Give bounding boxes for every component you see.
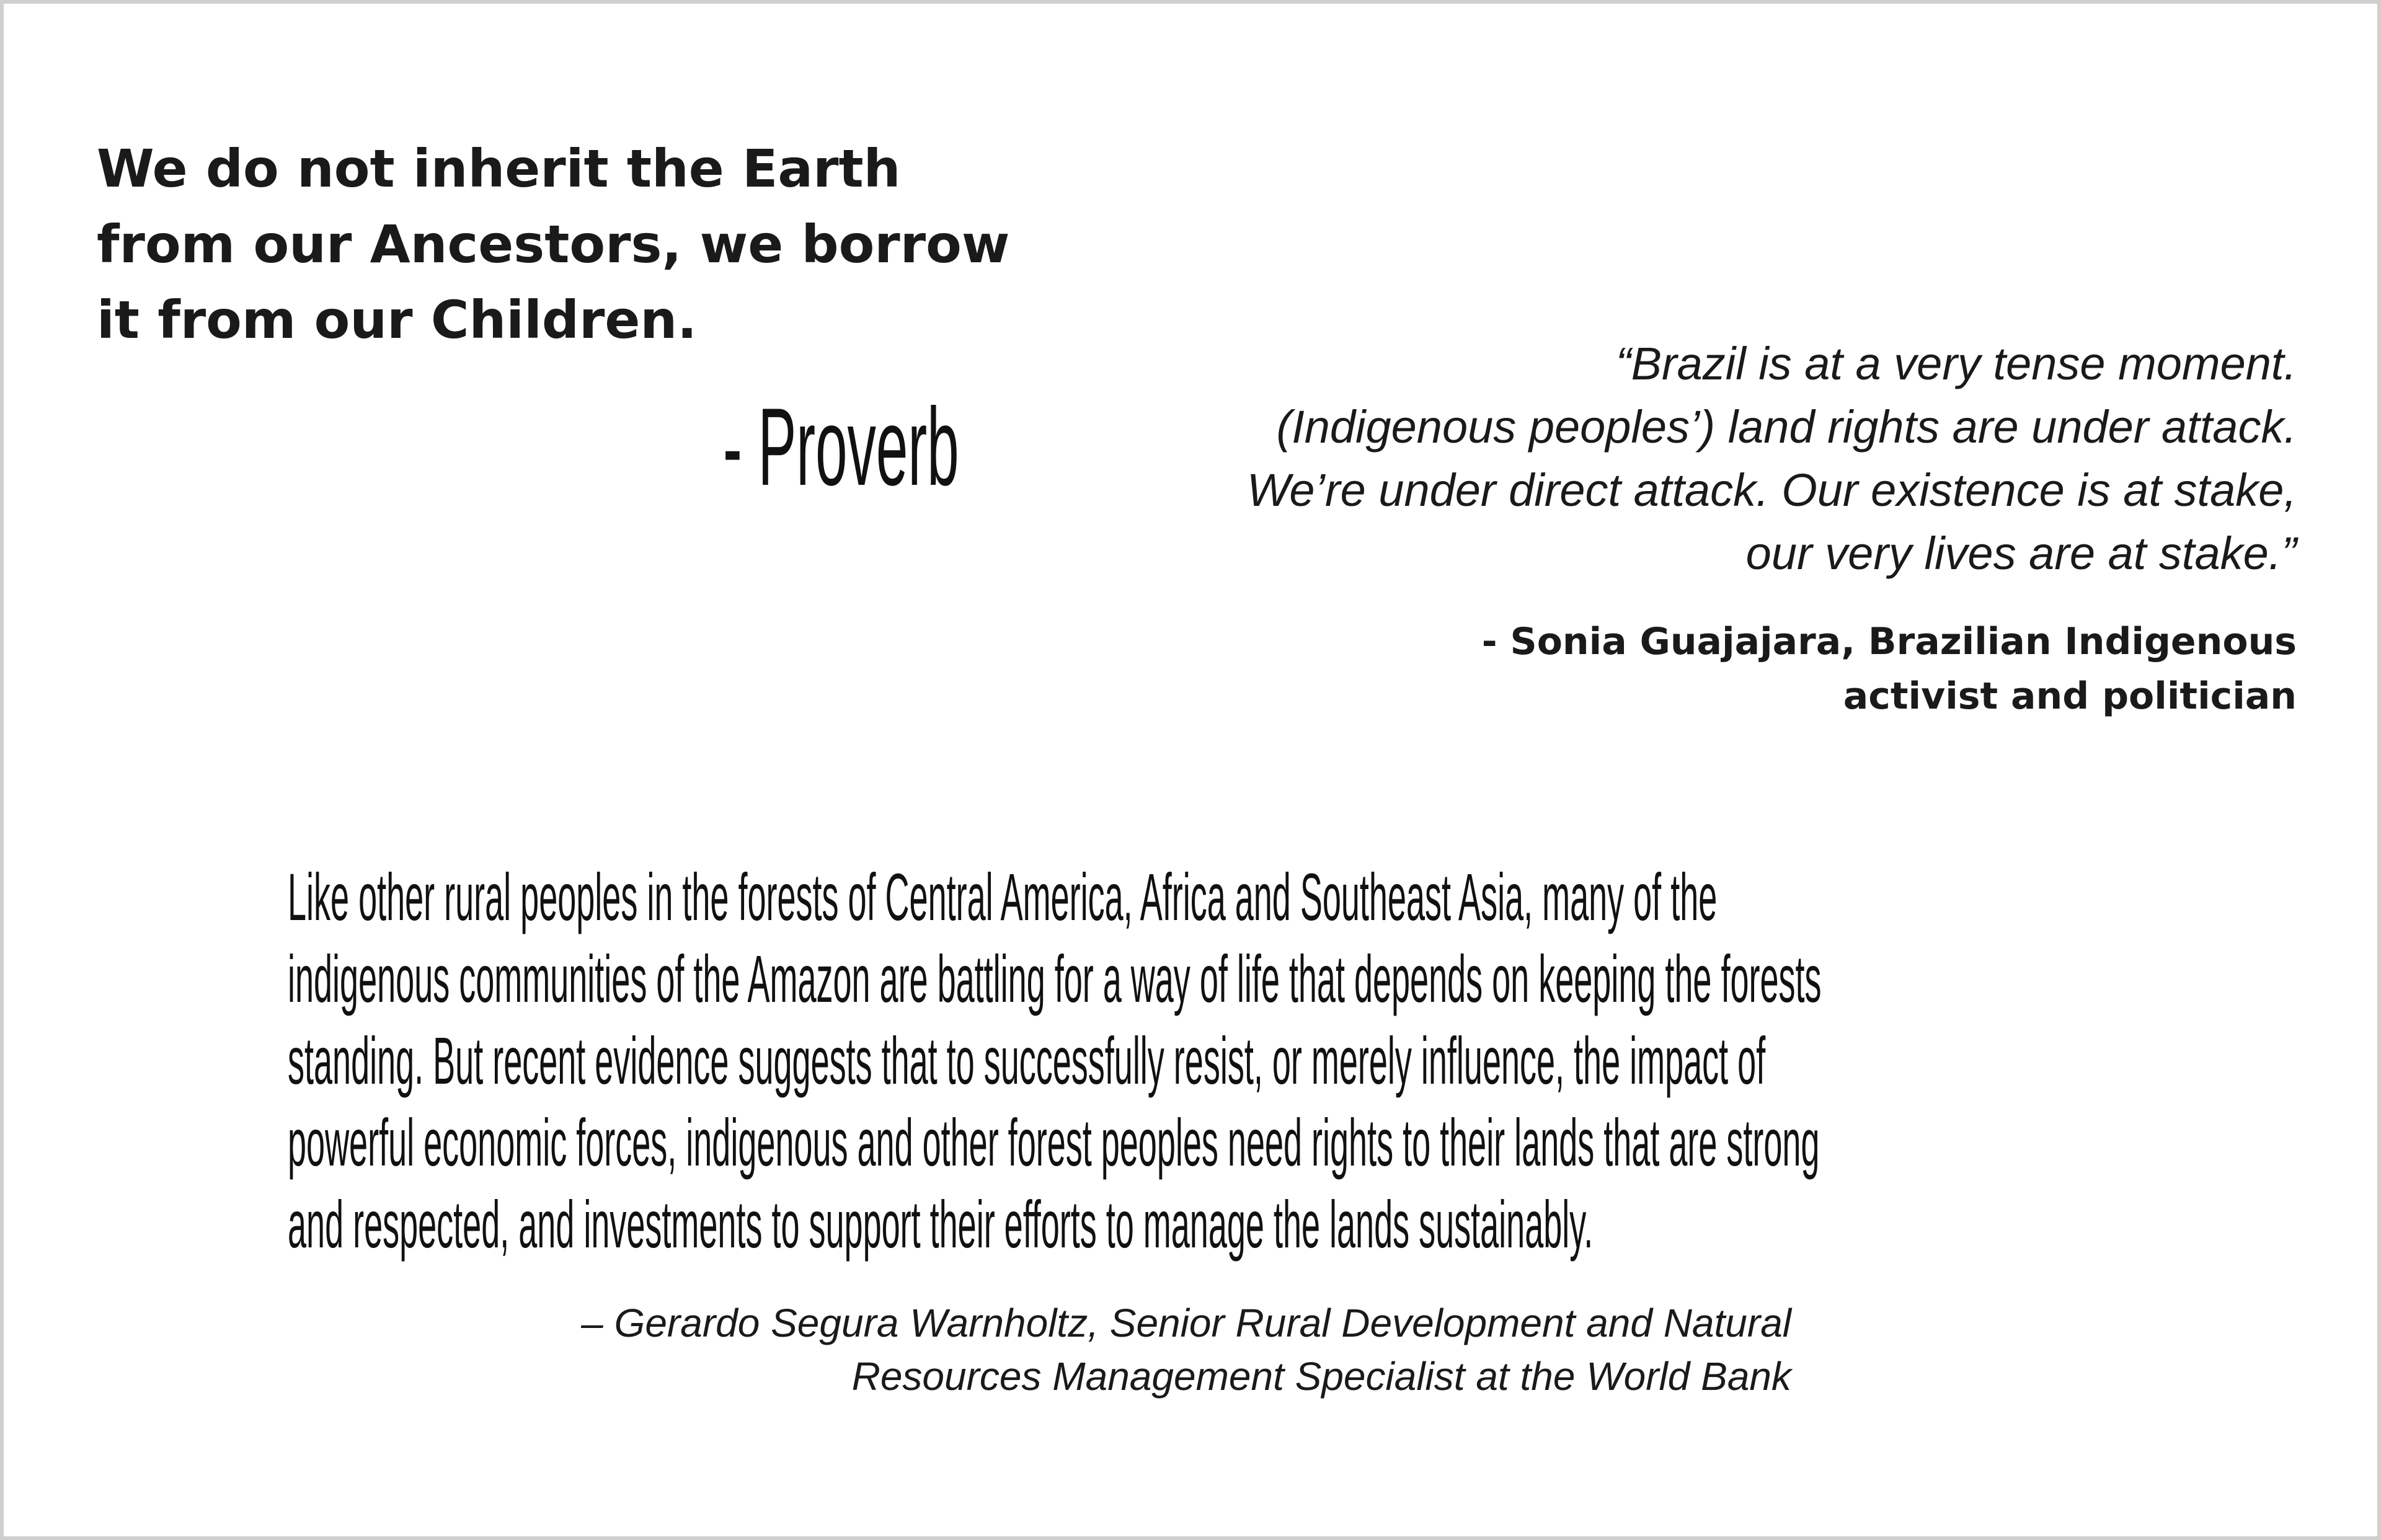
sonia-quote-line: We’re under direct attack. Our existence is at stake, [1246,464,2297,516]
proverb-attribution: - Proverb [723,385,959,508]
paragraph-line: and respected, and investments to support their efforts to manage the lands sustainably. [288,1187,1594,1262]
proverb-quote-line: We do not inherit the Earth [97,138,901,199]
proverb-quote [97,131,1027,358]
sonia-attribution-line: activist and politician [1843,675,2297,718]
world-bank-attribution-line: Resources Management Specialist at the World Bank [851,1354,1791,1399]
paragraph-line: powerful economic forces, indigenous and other forest peoples need rights to their lands that are strong [288,1105,1820,1180]
world-bank-attribution-line: – Gerardo Segura Warnholtz, Senior Rural Development and Natural [581,1301,1791,1345]
sonia-quote-line: “Brazil is at a very tense moment. [1615,338,2297,389]
paragraph-line: Like other rural peoples in the forests of Central America, Africa and Southeast Asia, many of the [288,859,1718,934]
sonia-quote [1057,332,2297,585]
proverb-quote-line: from our Ancestors, we borrow [97,214,1010,275]
world-bank-attribution [427,1296,1791,1403]
world-bank-paragraph [288,856,1822,1265]
paragraph-line: indigenous communities of the Amazon are battling for a way of life that depends on keeping the forests [288,941,1822,1016]
proverb-quote-line: it from our Children. [97,290,698,350]
sonia-attribution [1057,614,2297,724]
sonia-quote-line: (Indigenous peoples’) land rights are under attack. [1276,401,2297,453]
sonia-attribution-line: - Sonia Guajajara, Brazilian Indigenous [1481,620,2297,663]
sonia-quote-line: our very lives are at stake.” [1745,528,2297,579]
paragraph-line: standing. But recent evidence suggests that to successfully resist, or merely influence, the impact of [288,1023,1766,1098]
